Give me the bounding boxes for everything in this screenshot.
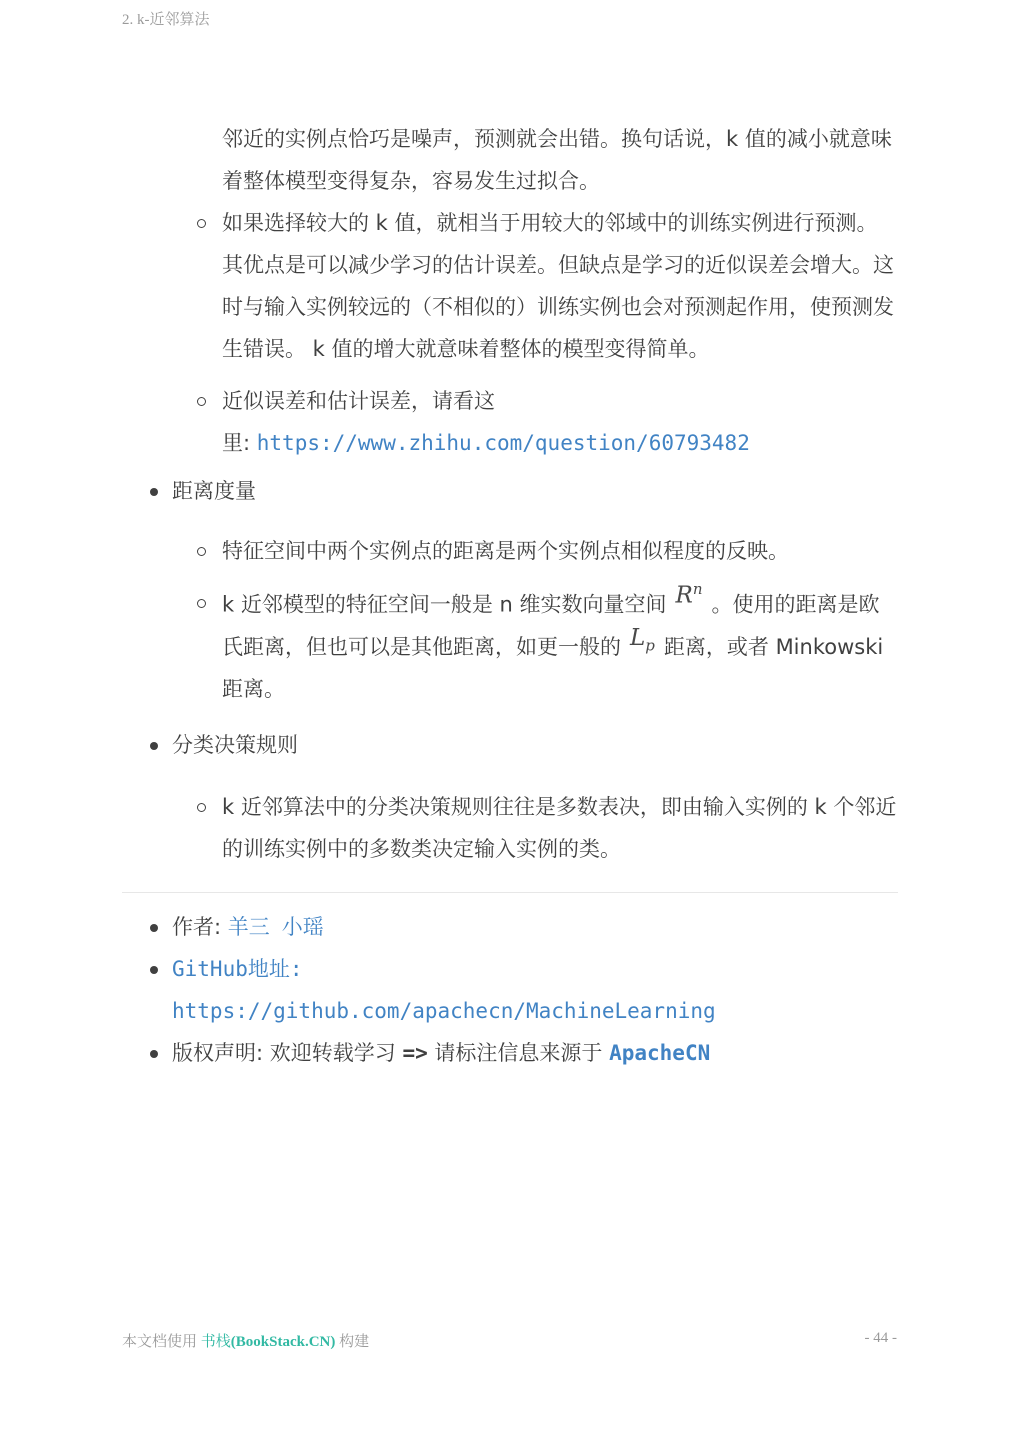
author-line	[172, 906, 898, 948]
bookstack-link-en: (BookStack.CN)	[230, 1334, 336, 1350]
github-label-link[interactable]: GitHub地址:	[172, 956, 303, 981]
page-number: - 44 -	[864, 1330, 897, 1346]
paragraph-large-k: 如果选择较大的 k 值，就相当于用较大的邻域中的训练实例进行预测。其优点是可以减少学习的估计误差。但缺点是学习的近似误差会增大。这时与输入实例较远的（不相似的）训练实例也会对预测起作用，使预测发生错误。 k 值的增大就意味着整体的模型变得简单。	[222, 211, 894, 361]
section-divider	[122, 892, 898, 893]
list-item-copyright	[122, 1032, 898, 1074]
list-item-decision-rule	[122, 786, 898, 870]
list-item-decision-section	[122, 724, 898, 766]
list-item-distance-metric	[122, 470, 898, 512]
paragraph-approx-error	[222, 380, 898, 464]
list-item-large-k	[122, 202, 898, 370]
section-title-decision: 分类决策规则	[172, 732, 298, 757]
apachecn-link[interactable]: ApacheCN	[609, 1040, 711, 1065]
author-link-yangsan[interactable]: 羊三	[227, 914, 270, 939]
list-item-github	[122, 948, 898, 1032]
document-content	[122, 118, 898, 1074]
hollow-bullet-icon	[197, 803, 206, 812]
hollow-bullet-icon	[197, 219, 206, 228]
approx-error-text2: 里:	[222, 431, 257, 455]
knn-space-text-1: k 近邻模型的特征空间一般是 n 维实数向量空间	[222, 592, 667, 617]
copyright-prefix: 版权声明: 欢迎转载学习	[172, 1040, 403, 1065]
math-lp-formula-image	[630, 624, 655, 655]
list-item-knn-space	[122, 582, 898, 710]
hollow-bullet-icon	[197, 547, 206, 556]
bookstack-link[interactable]	[201, 1334, 336, 1350]
paragraph-knn-space	[222, 582, 898, 710]
author-link-xiaoyao[interactable]: 小瑶	[281, 914, 324, 939]
disc-bullet-icon	[150, 924, 158, 932]
math-rn-formula-image	[676, 582, 703, 608]
zhihu-question-link[interactable]: https://www.zhihu.com/question/60793482	[256, 431, 750, 455]
math-lp-subscript: p	[645, 636, 655, 655]
list-item-author	[122, 906, 898, 948]
arrow-glyph: =>	[402, 1040, 428, 1065]
knn-space-text-3: 距离，或者 Minkowski 距离。	[222, 634, 884, 701]
github-url-link[interactable]: https://github.com/apachecn/MachineLearning	[172, 998, 716, 1023]
page-header-title: 2. k-近邻算法	[122, 12, 210, 28]
copyright-middle: 请标注信息来源于	[427, 1040, 610, 1065]
paragraph-small-k: 邻近的实例点恰巧是噪声，预测就会出错。换句话说，k 值的减小就意味着整体模型变得复杂，容易发生过拟合。	[222, 127, 892, 193]
list-item-feature-space	[122, 530, 898, 572]
disc-bullet-icon	[150, 488, 158, 496]
hollow-bullet-icon	[197, 599, 206, 608]
disc-bullet-icon	[150, 1050, 158, 1058]
copyright-line	[172, 1032, 898, 1074]
footer-prefix: 本文档使用	[122, 1334, 201, 1350]
disc-bullet-icon	[150, 966, 158, 974]
footer-builder-note	[122, 1330, 369, 1351]
paragraph-decision-rule: k 近邻算法中的分类决策规则往往是多数表决，即由输入实例的 k 个邻近的训练实例中的多数类决定输入实例的类。	[222, 794, 897, 861]
knn-space-text-2: 。使用的距离是欧氏距离，但也可以是其他距离，如更一般的	[222, 592, 880, 659]
math-rn-superscript: n	[692, 580, 703, 598]
footer-suffix: 构建	[335, 1334, 370, 1350]
approx-error-text: 近似误差和估计误差，请看这	[222, 389, 495, 413]
list-item-small-k	[122, 118, 898, 202]
math-lp-base: L	[630, 624, 646, 651]
section-title-distance: 距离度量	[172, 479, 256, 503]
hollow-bullet-icon	[197, 397, 206, 406]
github-line	[172, 948, 898, 1032]
list-item-approx-error	[122, 380, 898, 464]
author-label: 作者:	[172, 914, 228, 939]
bookstack-link-cn: 书栈	[200, 1334, 231, 1350]
disc-bullet-icon	[150, 742, 158, 750]
paragraph-feature-space: 特征空间中两个实例点的距离是两个实例点相似程度的反映。	[222, 539, 789, 563]
math-rn-base: R	[675, 582, 693, 609]
